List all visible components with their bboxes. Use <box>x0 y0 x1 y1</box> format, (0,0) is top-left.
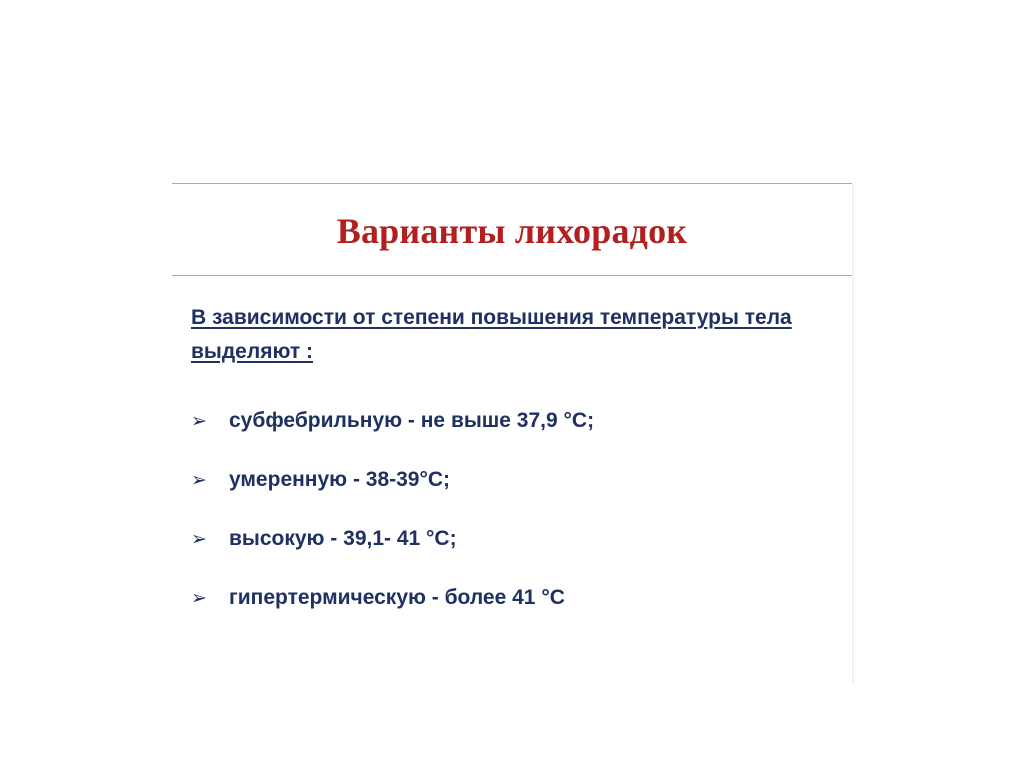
list-item-label: субфебрильную - не выше 37,9 °С; <box>229 408 595 432</box>
bullet-list <box>191 391 594 627</box>
arrow-bullet-icon: ➢ <box>191 468 207 491</box>
title-top-rule <box>172 183 852 184</box>
list-item-label: высокую - 39,1- 41 °С; <box>229 526 457 550</box>
list-item <box>191 391 594 450</box>
slide <box>172 183 853 685</box>
list-item-label: гипертермическую - более 41 °С <box>229 585 565 609</box>
arrow-bullet-icon: ➢ <box>191 527 207 550</box>
slide-title: Варианты лихорадок <box>336 211 688 251</box>
list-item <box>191 509 594 568</box>
intro-text: В зависимости от степени повышения температуры тела выделяют : <box>191 306 792 363</box>
arrow-bullet-icon: ➢ <box>191 409 207 432</box>
list-item <box>191 568 594 627</box>
list-item-label: умеренную - 38-39°С; <box>229 467 451 491</box>
title-bottom-rule <box>172 275 852 276</box>
list-item <box>191 450 594 509</box>
arrow-bullet-icon: ➢ <box>191 586 207 609</box>
